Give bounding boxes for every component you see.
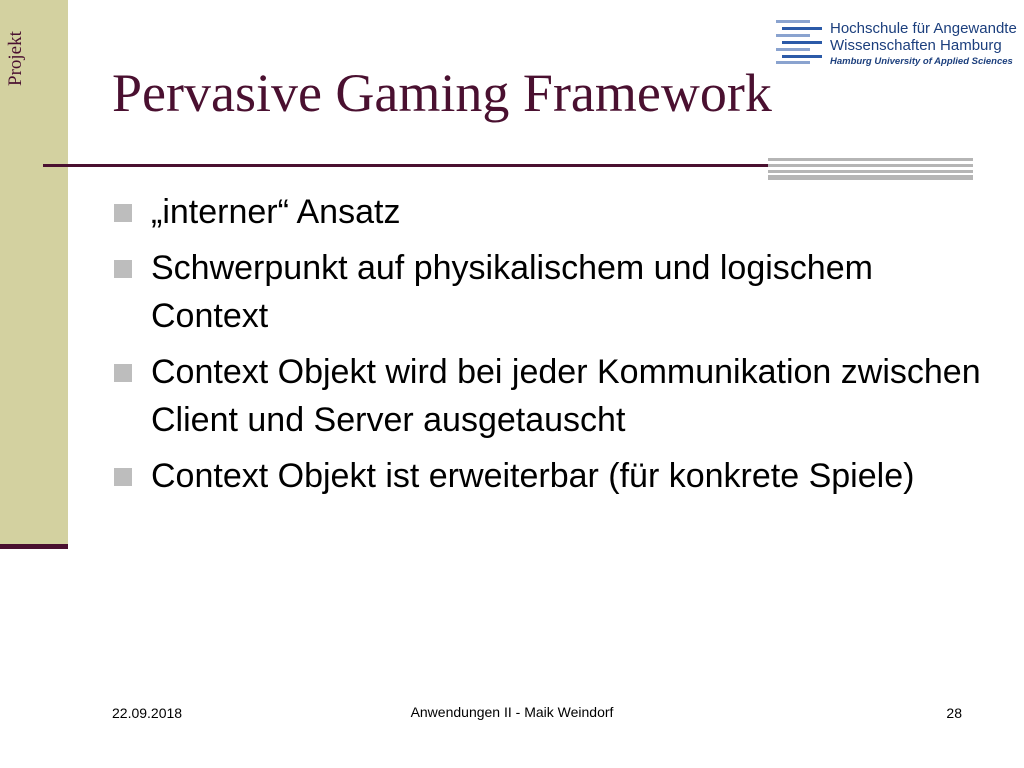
sidebar-base-line xyxy=(0,544,68,549)
bullet-list xyxy=(114,188,994,508)
bullet-text: „interner“ Ansatz xyxy=(151,193,401,231)
logo-text-line-1: Hochschule für Angewandte xyxy=(830,20,1017,37)
bullet-text: Schwerpunkt auf physikalischem und logischem Context xyxy=(151,249,873,335)
square-bullet-icon xyxy=(114,468,132,486)
square-bullet-icon xyxy=(114,260,132,278)
bullet-item xyxy=(114,452,994,500)
square-bullet-icon xyxy=(114,364,132,382)
bullet-text: Context Objekt wird bei jeder Kommunikation zwischen Client und Server ausgetauscht xyxy=(151,353,981,439)
title-divider xyxy=(43,164,768,167)
footer-date: 22.09.2018 xyxy=(112,705,183,721)
university-logo xyxy=(776,18,1020,72)
title-divider-accent xyxy=(768,158,973,180)
footer-author: Anwendungen II - Maik Weindorf xyxy=(410,704,614,720)
slide-title: Pervasive Gaming Framework xyxy=(112,63,772,123)
sidebar-label: Projekt xyxy=(5,31,26,86)
bullet-item xyxy=(114,348,994,444)
page-number: 28 xyxy=(946,705,962,721)
logo-text-line-3: Hamburg University of Applied Sciences xyxy=(830,56,1013,67)
bullet-item xyxy=(114,188,994,236)
bullet-text: Context Objekt ist erweiterbar (für konkrete Spiele) xyxy=(151,457,915,495)
university-logo-icon xyxy=(776,18,822,64)
bullet-item xyxy=(114,244,994,340)
square-bullet-icon xyxy=(114,204,132,222)
logo-text-line-2: Wissenschaften Hamburg xyxy=(830,37,1002,54)
